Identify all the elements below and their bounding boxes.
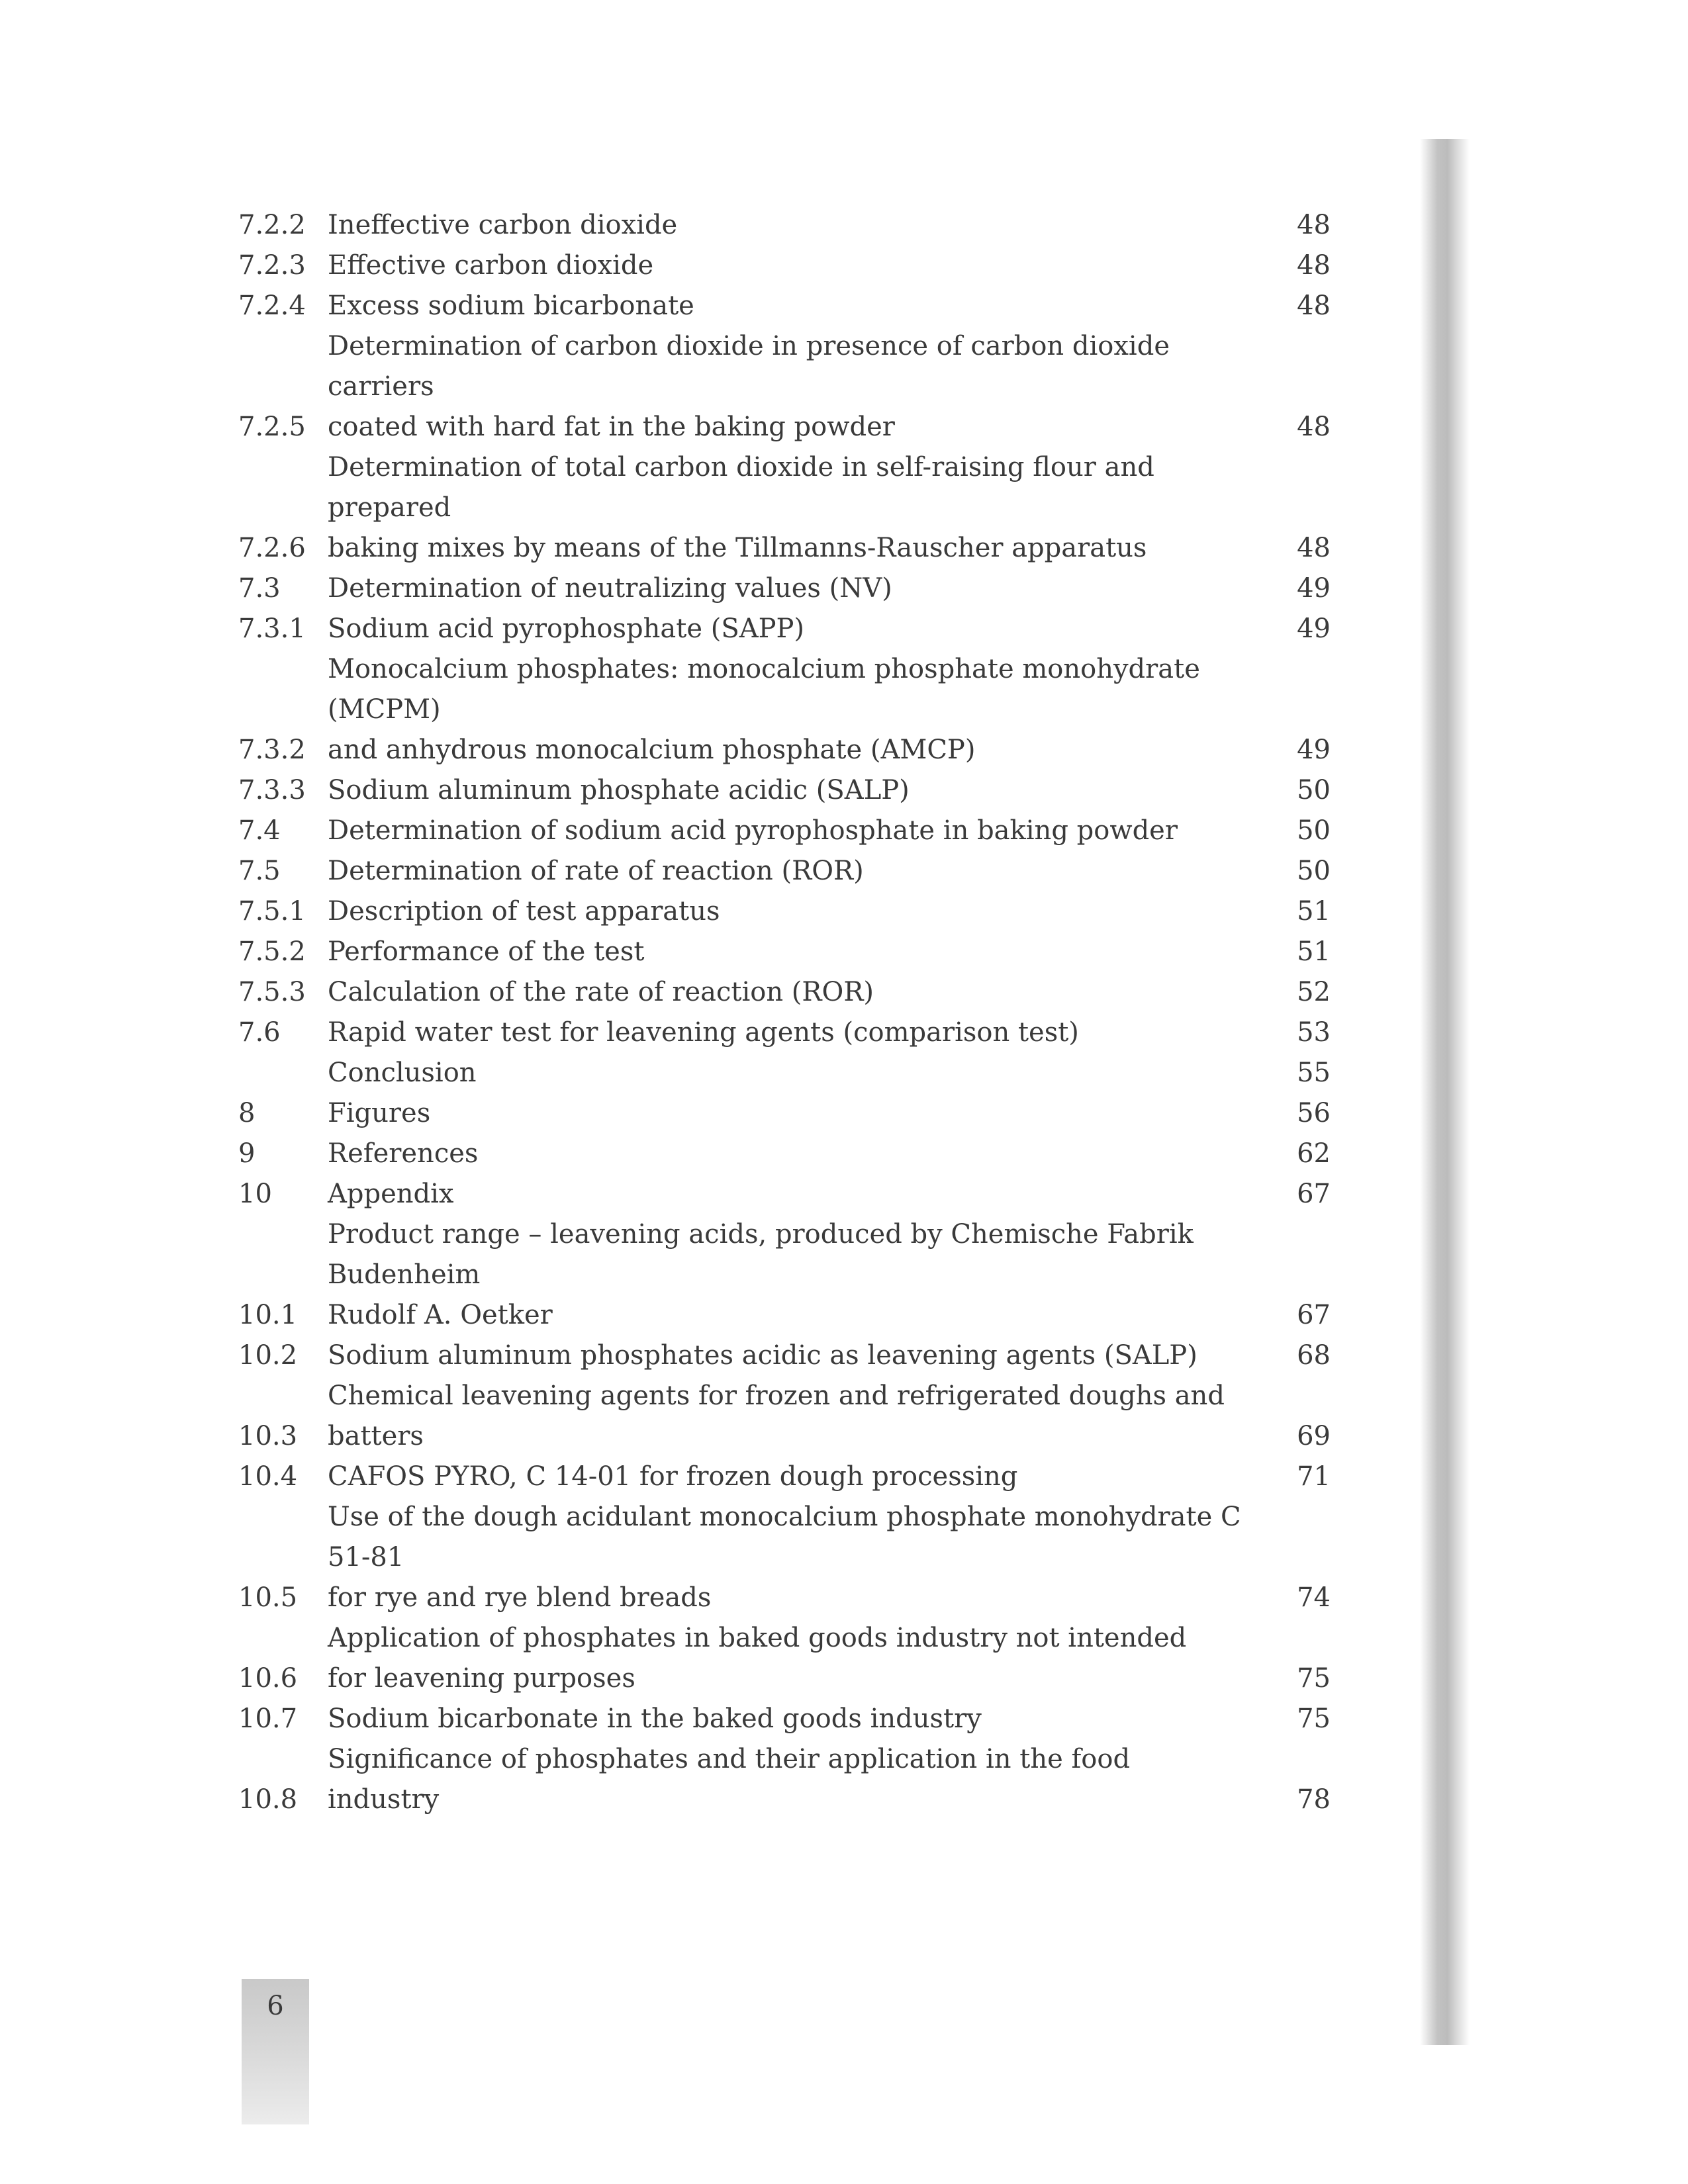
toc-entry-title-line: Appendix [328,1179,454,1209]
toc-entry-title-line: Monocalcium phosphates: monocalcium phosphate monohydrate (MCPM) [328,654,1200,725]
toc-entry [238,246,1331,286]
toc-entry-number: 10.7 [238,1704,298,1734]
toc-entry [238,205,1331,246]
toc-entry-title [328,1053,1244,1093]
toc-entry-number: 10.6 [238,1663,298,1694]
toc-entry-title-line: and anhydrous monocalcium phosphate (AMCP) [328,735,976,765]
page-number-tab [242,1979,309,2124]
toc-entry-number: 10.3 [238,1421,298,1451]
toc-entry [238,609,1331,649]
toc-entry-number: 9 [238,1138,256,1169]
toc-entry-page: 74 [1297,1582,1331,1613]
toc-entry-page: 48 [1297,250,1331,281]
toc-entry-number: 10.8 [238,1784,298,1815]
toc-entry-number: 7.2.2 [238,210,306,240]
toc-entry-title-line: for rye and rye blend breads [328,1582,712,1613]
toc-entry-page: 48 [1297,210,1331,240]
toc-entry-title [328,1174,1244,1214]
table-of-contents [238,205,1331,1820]
toc-entry-number: 10.2 [238,1340,298,1371]
toc-entry [238,1376,1331,1457]
toc-entry-page: 48 [1297,291,1331,321]
toc-entry-title [328,770,1244,811]
toc-entry-title [328,1618,1244,1699]
toc-entry-title-line: Figures [328,1098,431,1128]
toc-entry-number: 7.6 [238,1017,281,1048]
toc-entry [238,1214,1331,1336]
toc-entry-title-line: for leavening purposes [328,1663,635,1694]
toc-entry-title [328,1739,1244,1820]
toc-entry-page: 78 [1297,1784,1331,1815]
toc-entry-page: 49 [1297,735,1331,765]
toc-entry [238,569,1331,609]
toc-entry-number: 7.5.3 [238,977,306,1007]
toc-entry-title [328,1497,1244,1618]
toc-entry-page: 55 [1297,1058,1331,1088]
toc-entry-title-line: Sodium acid pyrophosphate (SAPP) [328,614,805,644]
toc-entry-page: 68 [1297,1340,1331,1371]
toc-entry [238,932,1331,972]
toc-entry [238,649,1331,770]
toc-entry-title-line: Determination of carbon dioxide in presence of carbon dioxide carriers [328,331,1170,402]
toc-entry-page: 67 [1297,1179,1331,1209]
toc-entry [238,891,1331,932]
toc-entry-page: 75 [1297,1704,1331,1734]
toc-entry-number: 7.2.3 [238,250,306,281]
toc-entry [238,1618,1331,1699]
toc-entry-title-line: baking mixes by means of the Tillmanns-Rauscher apparatus [328,533,1147,563]
toc-entry-title [328,891,1244,932]
toc-entry-page: 67 [1297,1300,1331,1330]
toc-entry-page: 51 [1297,896,1331,927]
toc-entry-page: 50 [1297,775,1331,805]
toc-entry-page: 53 [1297,1017,1331,1048]
toc-entry-page: 71 [1297,1461,1331,1492]
toc-entry-title [328,649,1244,770]
toc-entry-title-line: Significance of phosphates and their application in the food industry [328,1744,1131,1815]
toc-entry-page: 56 [1297,1098,1331,1128]
toc-entry-title [328,447,1244,569]
toc-entry-title [328,1376,1244,1457]
toc-entry-title-line: Determination of total carbon dioxide in self-raising flour and prepared [328,452,1154,523]
toc-entry-title-line: Determination of rate of reaction (ROR) [328,856,864,886]
toc-entry-number: 7.2.5 [238,412,306,442]
toc-entry-page: 50 [1297,815,1331,846]
toc-entry-title-line: Performance of the test [328,936,645,967]
toc-entry [238,1093,1331,1134]
toc-entry-title-line: Calculation of the rate of reaction (ROR) [328,977,874,1007]
toc-entry-number: 7.3.1 [238,614,306,644]
toc-entry [238,1457,1331,1497]
toc-entry [238,1013,1331,1053]
toc-entry-number: 7.4 [238,815,281,846]
toc-entry-title-line: References [328,1138,479,1169]
toc-entry-number: 7.3.2 [238,735,306,765]
toc-entry-title-line: Use of the dough acidulant monocalcium phosphate monohydrate C 51-81 [328,1502,1241,1572]
toc-entry-title [328,1134,1244,1174]
toc-entry-number: 10.4 [238,1461,298,1492]
toc-entry-title-line: Application of phosphates in baked goods industry not intended [328,1623,1187,1653]
toc-entry-page: 48 [1297,533,1331,563]
toc-entry-title-line: Description of test apparatus [328,896,720,927]
toc-entry [238,286,1331,326]
toc-entry-page: 62 [1297,1138,1331,1169]
toc-entry-title-line: Rapid water test for leavening agents (comparison test) [328,1017,1079,1048]
toc-entry-title [328,1013,1244,1053]
toc-entry-title-line: coated with hard fat in the baking powder [328,412,895,442]
toc-entry-title [328,972,1244,1013]
toc-entry-title-line: Product range – leavening acids, produced by Chemische Fabrik Budenheim [328,1219,1194,1290]
toc-entry-title [328,851,1244,891]
toc-entry [238,770,1331,811]
toc-entry-title [328,932,1244,972]
toc-entry-page: 49 [1297,573,1331,604]
page-binding-shadow [1420,139,1470,2045]
toc-entry-title-line: Excess sodium bicarbonate [328,291,694,321]
toc-entry-title-line: Sodium aluminum phosphate acidic (SALP) [328,775,910,805]
toc-entry-title-line: Determination of neutralizing values (NV) [328,573,892,604]
page-number: 6 [267,1991,284,2021]
toc-entry-page: 52 [1297,977,1331,1007]
toc-entry-number: 8 [238,1098,256,1128]
toc-entry-title-line: CAFOS PYRO, C 14-01 for frozen dough processing [328,1461,1018,1492]
toc-entry-title [328,1699,1244,1739]
toc-entry [238,1497,1331,1618]
toc-entry-title-line: Determination of sodium acid pyrophosphate in baking powder [328,815,1178,846]
toc-entry-title [328,569,1244,609]
toc-entry-title-line: Sodium bicarbonate in the baked goods industry [328,1704,982,1734]
toc-entry-number: 10.1 [238,1300,298,1330]
toc-entry [238,1739,1331,1820]
toc-entry-title [328,246,1244,286]
toc-entry-number: 7.5.2 [238,936,306,967]
toc-entry [238,1699,1331,1739]
toc-entry-page: 69 [1297,1421,1331,1451]
toc-entry-title-line: Conclusion [328,1058,477,1088]
toc-entry-number: 7.2.4 [238,291,306,321]
toc-entry-title-line: Effective carbon dioxide [328,250,654,281]
toc-entry [238,851,1331,891]
toc-entry-title-line: Ineffective carbon dioxide [328,210,678,240]
toc-entry-page: 48 [1297,412,1331,442]
toc-entry [238,1336,1331,1376]
toc-entry-title-line: Sodium aluminum phosphates acidic as leavening agents (SALP) [328,1340,1197,1371]
toc-entry-title [328,326,1244,447]
toc-entry-page: 50 [1297,856,1331,886]
toc-entry [238,1174,1331,1214]
toc-entry-page: 51 [1297,936,1331,967]
toc-entry [238,811,1331,851]
toc-entry [238,447,1331,569]
toc-entry-number: 7.5.1 [238,896,306,927]
toc-entry-number: 10.5 [238,1582,298,1613]
toc-entry-title [328,1336,1244,1376]
toc-entry [238,1134,1331,1174]
toc-entry-number: 7.3 [238,573,281,604]
toc-entry-title [328,609,1244,649]
toc-entry-number: 7.3.3 [238,775,306,805]
toc-entry-page: 75 [1297,1663,1331,1694]
toc-entry-title [328,1093,1244,1134]
toc-entry-title [328,811,1244,851]
toc-entry-title [328,286,1244,326]
toc-entry-title [328,1457,1244,1497]
toc-entry-title [328,205,1244,246]
toc-entry-title-line: Chemical leavening agents for frozen and refrigerated doughs and batters [328,1381,1225,1451]
toc-entry-number: 10 [238,1179,272,1209]
toc-entry-number: 7.5 [238,856,281,886]
toc-entry [238,326,1331,447]
toc-entry-title-line: Rudolf A. Oetker [328,1300,553,1330]
toc-entry-page: 49 [1297,614,1331,644]
toc-entry [238,1053,1331,1093]
toc-entry-number: 7.2.6 [238,533,306,563]
toc-entry [238,972,1331,1013]
toc-entry-title [328,1214,1244,1336]
